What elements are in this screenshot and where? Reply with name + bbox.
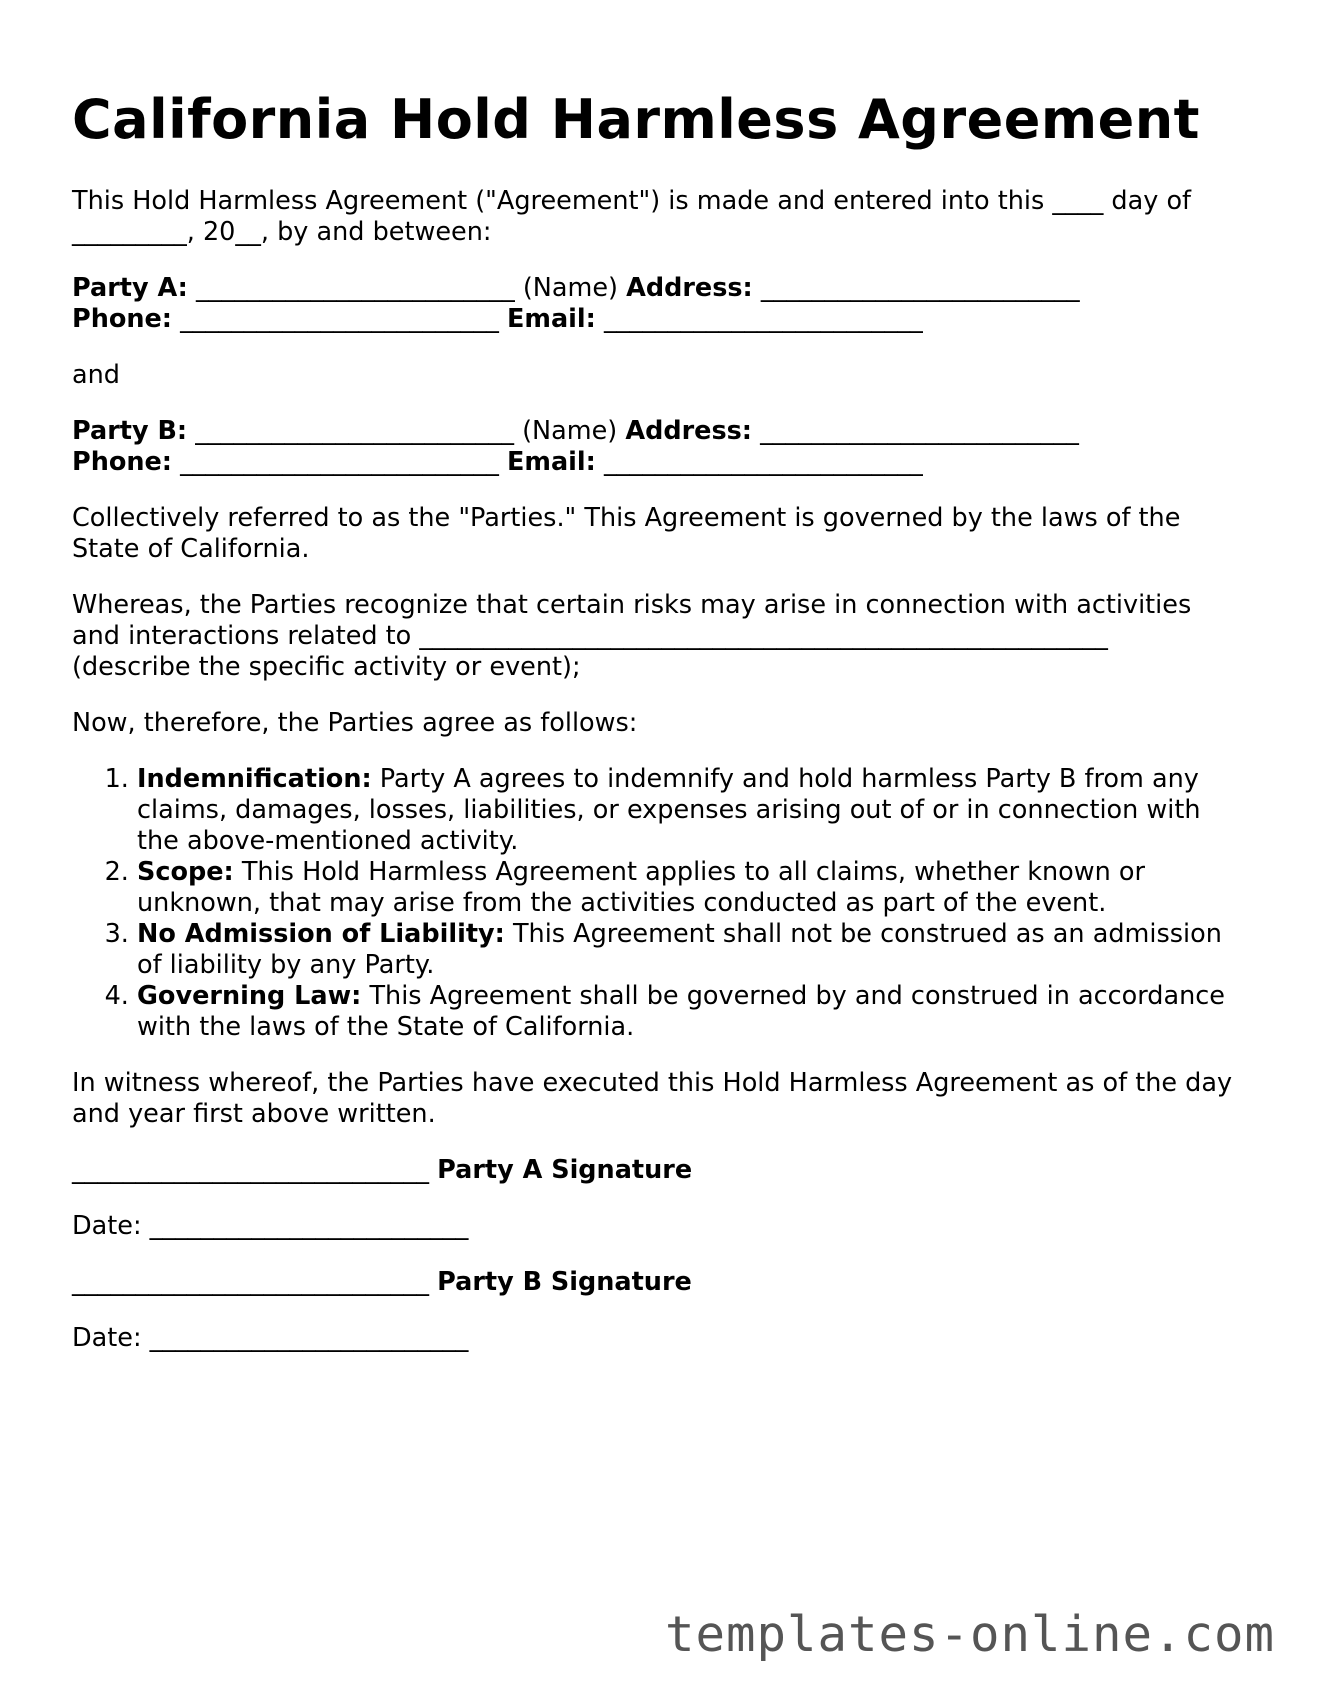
party-b-label: Party B: [72, 416, 188, 446]
and-text: and [72, 360, 120, 390]
party-b-email-label: Email: [506, 447, 596, 477]
clause-line: of liability by any Party. [137, 950, 435, 980]
party-b-date-line [72, 1323, 1252, 1354]
party-a-phone-blank: _________________________ [172, 304, 507, 334]
party-a-name-blank: _________________________ [187, 273, 523, 303]
clause-line: This Agreement shall be governed by and construed in accordance [361, 981, 1225, 1011]
collective-paragraph [72, 503, 1252, 565]
party-a-signature-blank: ____________________________ [72, 1155, 438, 1185]
party-a-date-blank: _________________________ [149, 1211, 469, 1241]
whereas-line-2: and interactions related to ______________________________________________________ [72, 621, 1108, 651]
party-b-signature-label: Party B Signature [437, 1267, 692, 1297]
clauses-list [72, 764, 1252, 1043]
clause-heading: Governing Law: [137, 981, 362, 1011]
party-a-block [72, 273, 1252, 335]
party-b-block [72, 416, 1252, 478]
party-a-email-label: Email: [506, 304, 596, 334]
party-b-email-blank: _________________________ [595, 447, 923, 477]
party-a-signature-label: Party A Signature [437, 1155, 693, 1185]
party-a-email-blank: _________________________ [595, 304, 923, 334]
party-b-date-label: Date: [72, 1323, 150, 1353]
party-b-name-blank: _________________________ [187, 416, 523, 446]
party-a-date-label: Date: [72, 1211, 150, 1241]
party-b-signature-line [72, 1267, 1252, 1298]
witness-paragraph [72, 1068, 1252, 1130]
clause-item [137, 919, 1252, 981]
party-a-phone-label: Phone: [72, 304, 173, 334]
clause-line: This Agreement shall not be construed as an admission [504, 919, 1222, 949]
clause-item [137, 981, 1252, 1043]
intro-line-2: _________, 20__, by and between: [72, 217, 492, 247]
party-a-address-blank: _________________________ [752, 273, 1080, 303]
clause-heading: Indemnification: [137, 764, 372, 794]
document-page [72, 88, 1252, 1379]
clause-item [137, 857, 1252, 919]
party-a-address-label: Address: [626, 273, 753, 303]
party-a-signature-line [72, 1155, 1252, 1186]
party-a-date-line [72, 1211, 1252, 1242]
party-b-date-blank: _________________________ [149, 1323, 469, 1353]
clause-line: This Hold Harmless Agreement applies to all claims, whether known or [233, 857, 1145, 887]
party-b-name-note: (Name) [522, 416, 626, 446]
document-title: California Hold Harmless Agreement [72, 88, 1200, 151]
party-b-signature-blank: ____________________________ [72, 1267, 438, 1297]
clause-line: Party A agrees to indemnify and hold harmless Party B from any [371, 764, 1199, 794]
clause-item [137, 764, 1252, 857]
whereas-paragraph [72, 590, 1252, 683]
intro-paragraph [72, 186, 1252, 248]
party-b-address-label: Address: [625, 416, 752, 446]
clause-line: with the laws of the State of California. [137, 1012, 635, 1042]
clause-line: claims, damages, losses, liabilities, or expenses arising out of or in connection with [137, 795, 1201, 825]
collective-line-1: Collectively referred to as the "Parties." This Agreement is governed by the laws of the [72, 503, 1181, 533]
clause-line: the above-mentioned activity. [137, 826, 519, 856]
witness-line-2: and year first above written. [72, 1099, 436, 1129]
clause-line: unknown, that may arise from the activities conducted as part of the event. [137, 888, 1107, 918]
party-b-phone-label: Phone: [72, 447, 173, 477]
whereas-line-3: (describe the specific activity or event); [72, 652, 581, 682]
collective-line-2: State of California. [72, 534, 310, 564]
watermark-text: templates-online.com [664, 1606, 1275, 1663]
whereas-line-1: Whereas, the Parties recognize that certain risks may arise in connection with activities [72, 590, 1192, 620]
party-a-name-note: (Name) [522, 273, 627, 303]
clause-heading: Scope: [137, 857, 234, 887]
witness-line-1: In witness whereof, the Parties have executed this Hold Harmless Agreement as of the day [72, 1068, 1233, 1098]
intro-line-1: This Hold Harmless Agreement ("Agreement") is made and entered into this ____ day of [72, 186, 1192, 216]
party-a-label: Party A: [72, 273, 188, 303]
party-b-phone-blank: _________________________ [172, 447, 507, 477]
party-b-address-blank: _________________________ [752, 416, 1079, 446]
clause-heading: No Admission of Liability: [137, 919, 505, 949]
now-therefore-text: Now, therefore, the Parties agree as follows: [72, 708, 638, 738]
